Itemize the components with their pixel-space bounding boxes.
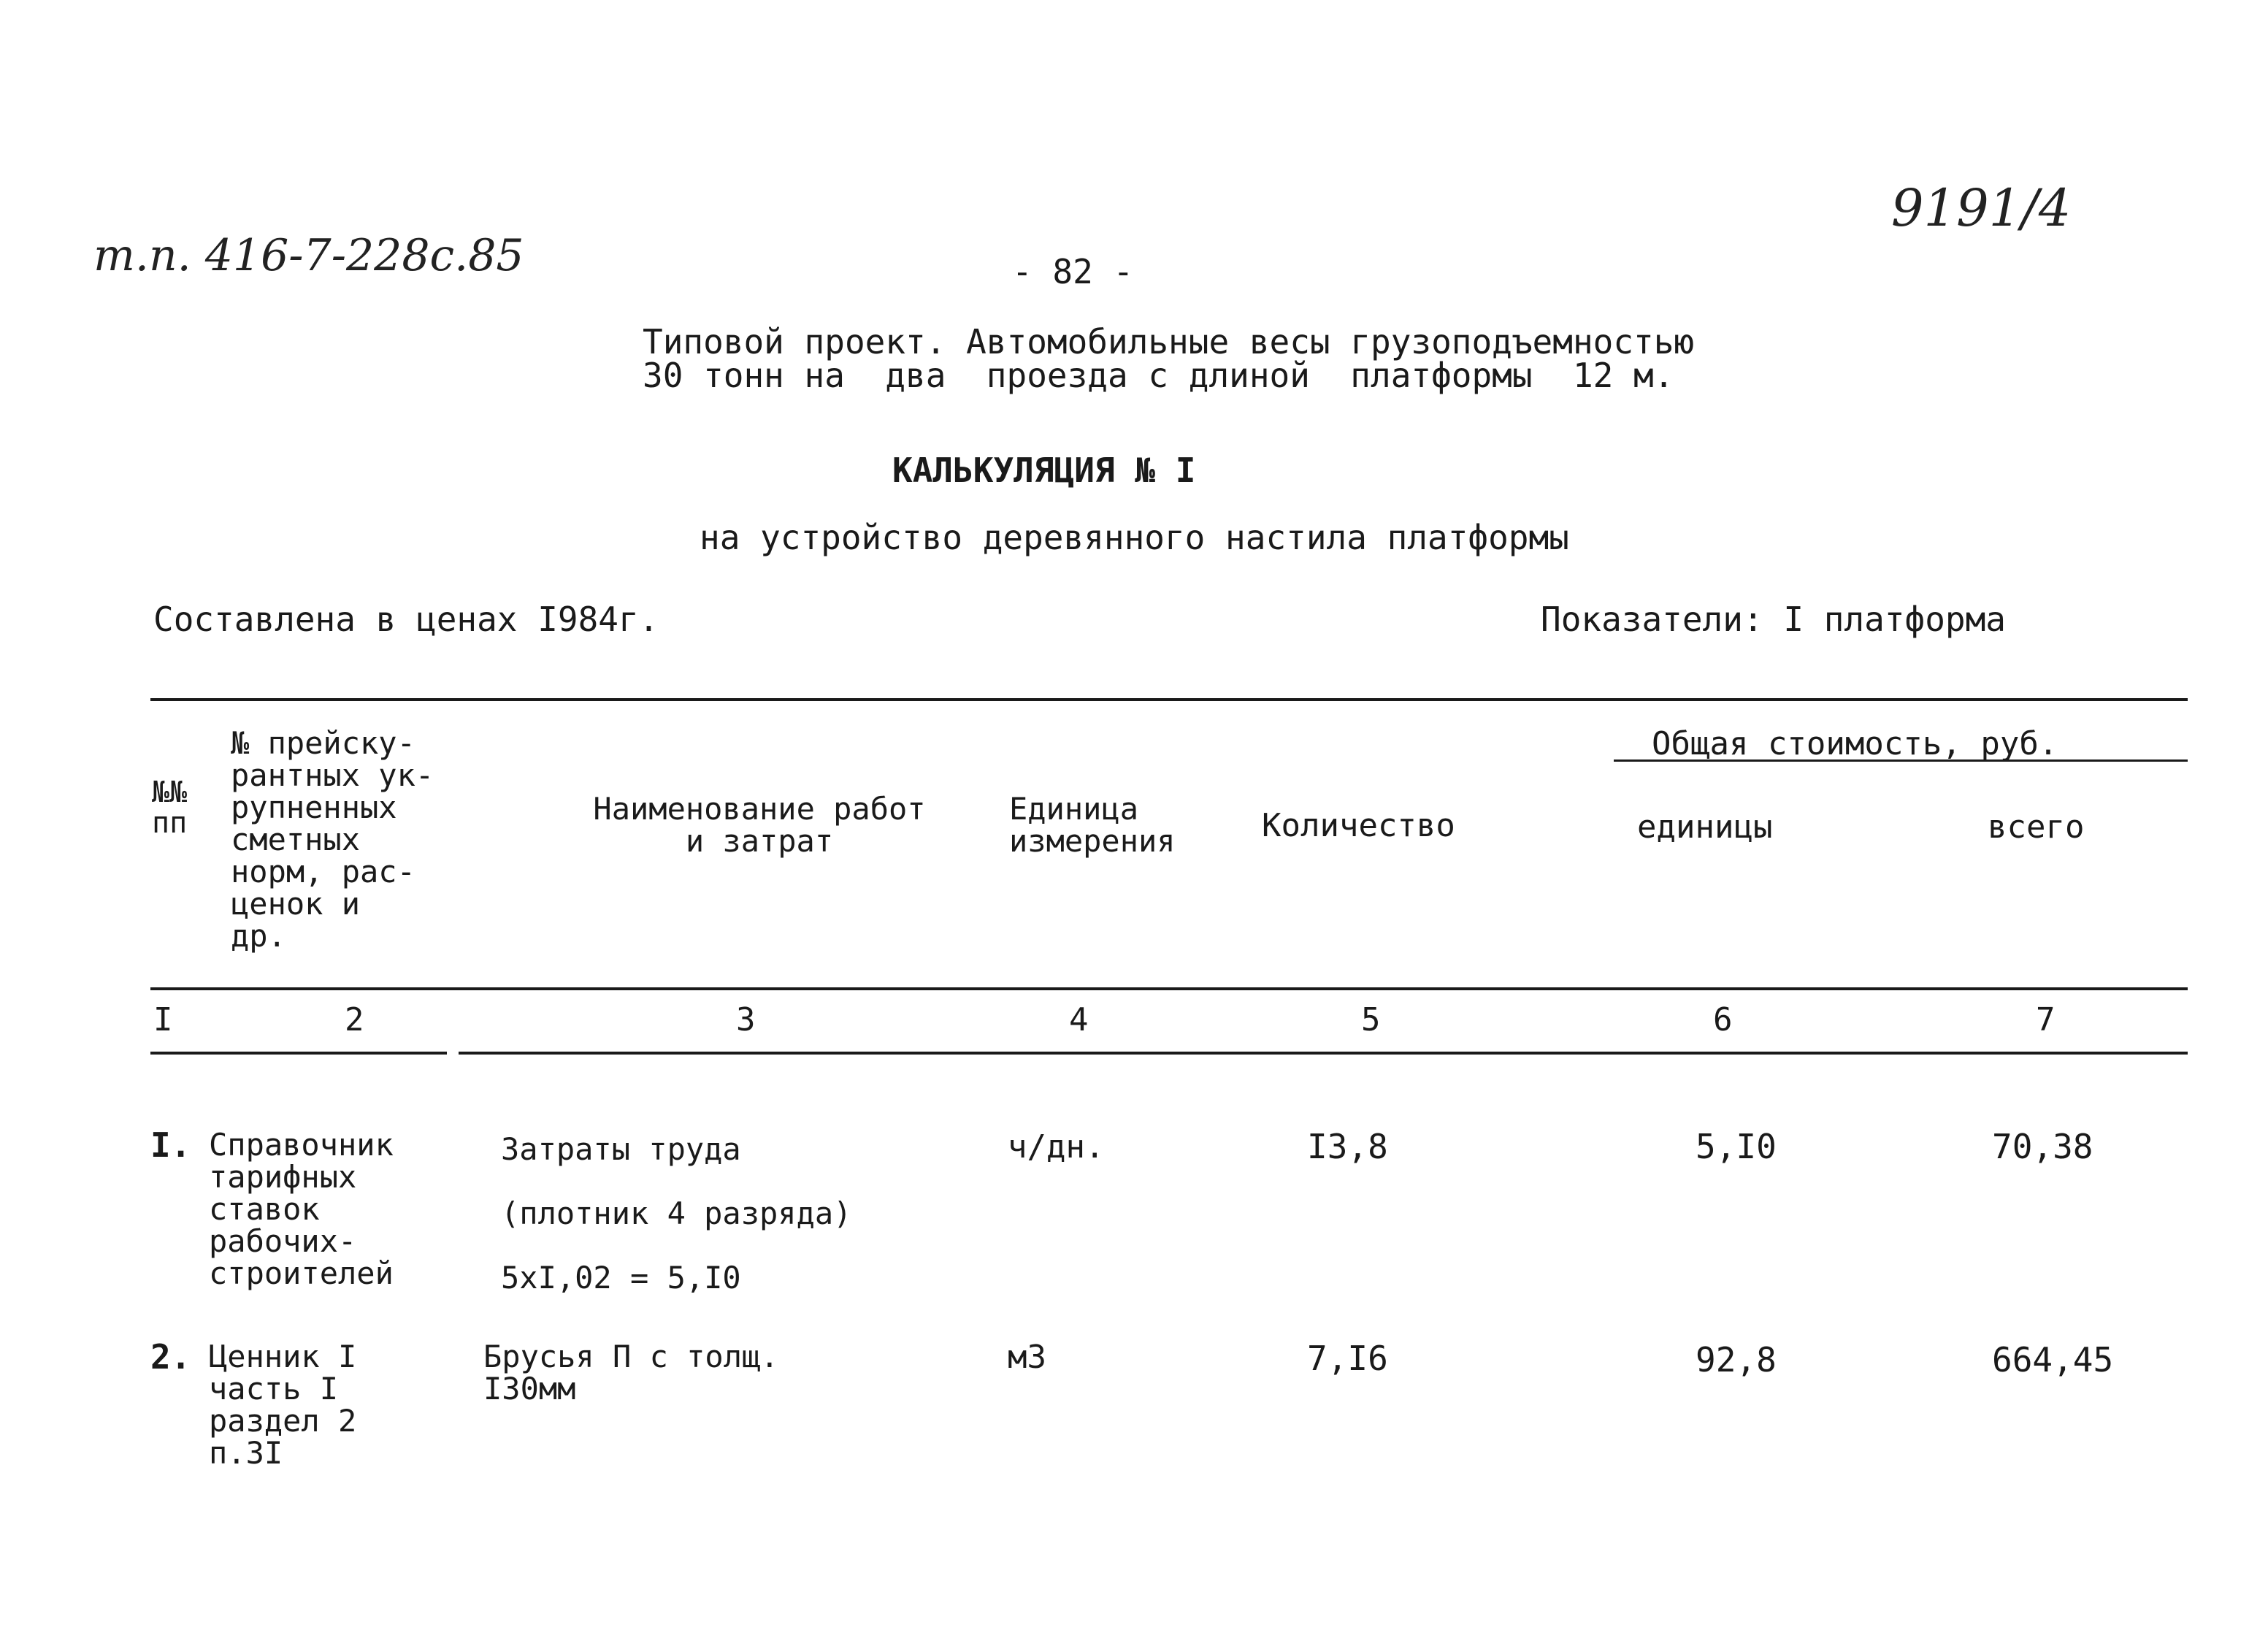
page-number: - 82 - [1012, 252, 1134, 291]
header-total: всего [1988, 808, 2085, 846]
header-quantity: Количество [1262, 807, 1455, 844]
header-bottom-rule [150, 987, 2188, 990]
column-number-2: 2 [345, 1001, 364, 1038]
header-line-1: Типовой проект. Автомобильные весы грузоподъемностью [643, 322, 1695, 361]
header-total-cost-group: Общая стоимость, руб. [1652, 725, 2058, 762]
row-1-unit-cost: 5,I0 [1696, 1127, 1777, 1166]
column-number-6: 6 [1713, 1001, 1733, 1038]
row-1-work-name: Затраты труда (плотник 4 разряда) 5хI,02 = 5,I0 [501, 1131, 852, 1296]
row-2-quantity: 7,I6 [1307, 1339, 1388, 1378]
calculation-title: КАЛЬКУЛЯЦИЯ № I [892, 451, 1196, 490]
header-row-number: №№ пп [152, 776, 188, 840]
prices-note: Составлена в ценах I984г. [153, 600, 659, 639]
row-2-reference: Ценник I часть I раздел 2 п.3I [209, 1339, 357, 1471]
handwritten-archive-number: 9191/4 [1891, 178, 2072, 238]
row-2-unit-cost: 92,8 [1696, 1340, 1777, 1380]
column-numbers-rule-right [459, 1052, 2188, 1055]
indicators: Показатели: I платформа [1541, 600, 2006, 639]
row-2-total-cost: 664,45 [1992, 1340, 2114, 1380]
calculation-subtitle: на устройство деревянного настила платформы [700, 518, 1569, 557]
handwritten-doc-code: т.п. 416-7-228с.85 [93, 230, 524, 281]
row-1-quantity: I3,8 [1307, 1127, 1388, 1166]
column-number-4: 4 [1069, 1001, 1089, 1038]
header-line-2: 30 тонн на два проезда с длиной платформы 12 м. [643, 356, 1674, 395]
header-per-unit: единицы [1637, 808, 1773, 846]
column-number-1: I [153, 1001, 173, 1038]
row-2-number: 2. [150, 1337, 191, 1377]
column-numbers-rule-left [150, 1052, 447, 1055]
header-work-name: Наименование работ и затрат [593, 791, 926, 859]
table-top-rule [150, 698, 2188, 701]
row-1-unit: ч/дн. [1008, 1128, 1105, 1166]
column-number-3: 3 [736, 1001, 756, 1038]
column-number-5: 5 [1361, 1001, 1381, 1038]
row-2-unit: м3 [1008, 1339, 1046, 1376]
header-reference: № прейску- рантных ук- рупненных сметных норм, рас- ценок и др. [231, 725, 434, 954]
row-1-total-cost: 70,38 [1992, 1127, 2093, 1166]
column-number-7: 7 [2036, 1001, 2056, 1038]
row-1-number: I. [150, 1125, 191, 1165]
row-2-work-name: Брусья П с толщ. I30мм [483, 1339, 779, 1407]
row-1-reference: Справочник тарифных ставок рабочих- строителей [209, 1127, 394, 1291]
header-unit: Единица измерения [1009, 791, 1176, 859]
